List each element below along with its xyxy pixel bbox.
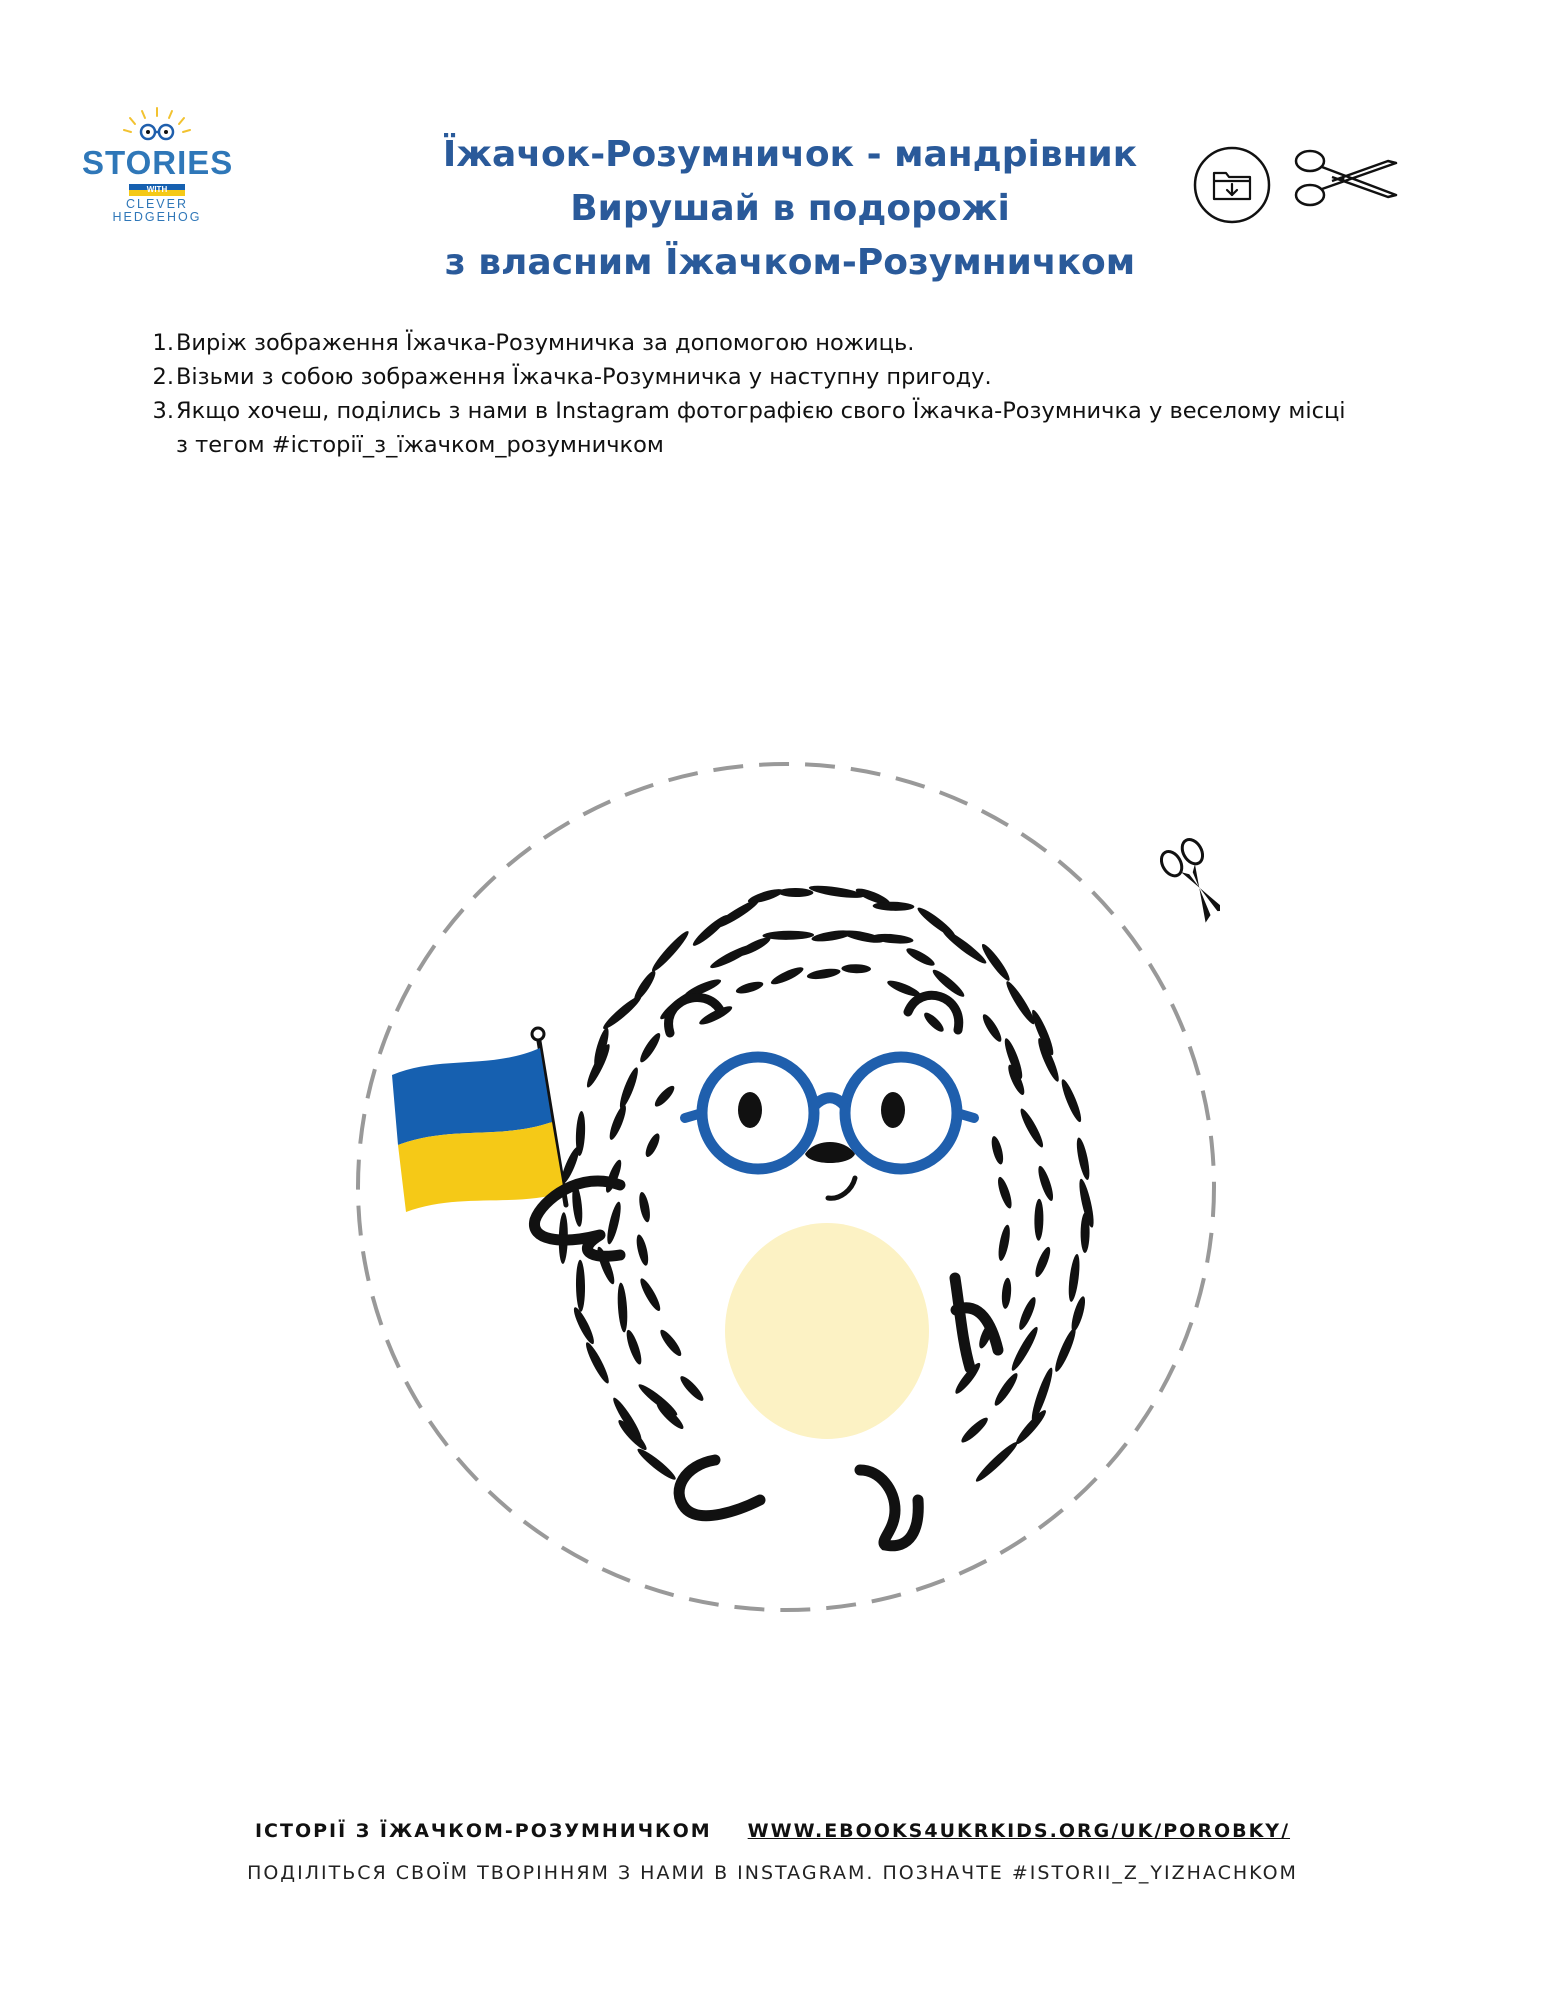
quill [841, 964, 871, 974]
scissors-cut-icon [1157, 836, 1220, 927]
hedgehog-cutout [320, 700, 1220, 1650]
quill [575, 1111, 586, 1156]
quill [873, 901, 915, 911]
quill [992, 1371, 1021, 1408]
quill [735, 979, 765, 996]
quill [871, 932, 913, 945]
instruction-text: Якщо хочеш, поділись з нами в Instagram фотографією свого Їжачка-Розумничка у веселому місці з тегом #історії_з_їжачком_розумничком [176, 398, 1346, 458]
folder-download-icon[interactable] [1192, 145, 1272, 225]
hedgehog-right-arm [955, 1278, 998, 1368]
quill [778, 888, 814, 897]
instruction-text: Візьми з собою зображення Їжачка-Розумничка у наступну пригоду. [176, 364, 992, 390]
quill [1074, 1137, 1092, 1181]
quill [1058, 1078, 1084, 1124]
quill [762, 930, 814, 940]
hedgehog-right-eye [881, 1092, 905, 1128]
quill [1003, 979, 1038, 1027]
footer-url-link[interactable]: WWW.EBOOKS4UKRKIDS.ORG/UK/POROBKY/ [747, 1820, 1291, 1842]
quill [652, 1083, 677, 1109]
quill [636, 1381, 680, 1419]
quill [1052, 1326, 1079, 1373]
quill [1067, 1253, 1082, 1302]
quill [1016, 1295, 1038, 1331]
quill [643, 1132, 662, 1159]
hedgehog-left-eye [738, 1092, 762, 1128]
quill [989, 1135, 1005, 1166]
quill [649, 928, 692, 974]
quill [605, 1201, 624, 1246]
quill [637, 1276, 663, 1313]
quill [631, 969, 658, 1004]
quill [922, 1010, 947, 1034]
brand-logo [82, 100, 232, 230]
logo-line-2: HEDGEHOG [112, 210, 202, 224]
instruction-item [140, 394, 1360, 462]
title-line-3: з власним Їжачком-Розумничком [444, 242, 1136, 283]
quill [634, 1233, 650, 1266]
quill [637, 1191, 652, 1223]
quill [1013, 1407, 1049, 1446]
quill [678, 1373, 707, 1403]
quill [980, 1012, 1005, 1044]
hedgehog-left-foot [679, 1460, 760, 1516]
logo-with: WITH [146, 185, 168, 194]
quill [616, 1282, 628, 1332]
quill [973, 1439, 1020, 1485]
footer-brand: ІСТОРІЇ З ЇЖАЧКОМ-РОЗУМНИЧКОМ [254, 1820, 712, 1842]
quill [940, 926, 989, 966]
instruction-item [140, 326, 1360, 360]
quill [769, 964, 805, 987]
quill [959, 1415, 991, 1446]
title-line-2: Вирушай в подорожі [570, 188, 1010, 229]
hedgehog-nose [805, 1142, 855, 1163]
instruction-text: Виріж зображення Їжачка-Розумничка за допомогою ножиць. [176, 330, 915, 356]
quill [747, 886, 785, 905]
quill [571, 1305, 597, 1346]
scissors-icon [1292, 145, 1400, 213]
quill [995, 1176, 1014, 1210]
hedgehog-mouth [828, 1178, 855, 1198]
quill [904, 945, 936, 968]
title-line-1: Їжачок-Розумничок - мандрівник [442, 134, 1138, 175]
footer-share: ПОДІЛІТЬСЯ СВОЇМ ТВОРІННЯМ З НАМИ В INSTAGRAM. ПОЗНАЧТЕ #ISTORII_Z_YIZHACHKOM [247, 1862, 1298, 1884]
hedgehog-right-foot [860, 1470, 918, 1546]
quill [657, 1327, 684, 1358]
instruction-item [140, 360, 1360, 394]
ukraine-flag [392, 1048, 564, 1212]
quill [1033, 1245, 1054, 1278]
logo-line-1: CLEVER [125, 197, 189, 211]
quill [1034, 1199, 1044, 1241]
instruction-number: 1. [152, 330, 174, 356]
page-title [340, 128, 1240, 290]
quill [576, 1260, 586, 1312]
quill [806, 967, 841, 981]
footer-line [0, 1820, 1545, 1842]
quill [808, 883, 864, 900]
logo-word: STORIES [82, 144, 234, 181]
instruction-number: 3. [152, 398, 174, 424]
quill [607, 1103, 629, 1141]
quill [583, 1340, 612, 1385]
hedgehog-belly [725, 1223, 929, 1439]
quill [1008, 1325, 1041, 1373]
quill [996, 1224, 1012, 1262]
quill [635, 1446, 678, 1483]
instructions-list [140, 326, 1360, 462]
quill [637, 1031, 663, 1065]
quill [624, 1328, 644, 1366]
quill [617, 1066, 641, 1110]
quill [1035, 1164, 1055, 1202]
quill [1001, 1277, 1013, 1309]
instruction-number: 2. [152, 364, 174, 390]
quill [1017, 1107, 1046, 1150]
